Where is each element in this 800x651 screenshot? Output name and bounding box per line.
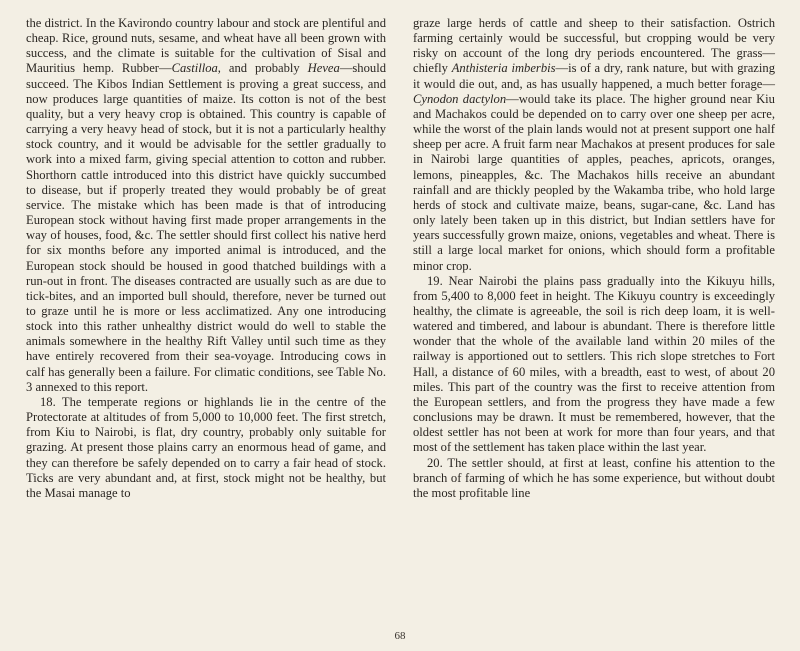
text-run: —is of a dry, rank nature, but with grazing it would die out, and, as has usually happened, a much better forage— [413,61,775,91]
page-number: 68 [394,630,406,642]
text-run: 19. Near Nairobi the plains pass gradually into the Kikuyu hills, from 5,400 to 8,000 feet in height. The Kikuyu country is exceedingly healthy, the climate is agreeable, the soil is rich deep loam, it is well-watered and timbered, and labour is abundant. There is therefore little wonder that the whole of the available land within 20 miles of the railway is apportioned out to settlers. This rich slope stretches to Fort Hall, a distance of 60 miles, with a breadth, east to west, of about 20 miles. This part of the country was the first to receive attention from the European settlers, and from the progress they have made a few conclusions may be drawn. It must be remembered, however, that the oldest settler has not been at work for more than four years, and that most of the settlement has taken place within the last year. [413,273,775,455]
italic-term: Castilloa [171,61,218,76]
text-run: the district. In the Kavirondo country labour and stock are plentiful and cheap. Rice, ground nuts, sesame, and wheat have all been grown with success, and the climate is suitable for the cultivation of Sisal and Mauritius hemp. Rubber— [26,16,386,76]
right-column [413,16,775,501]
paragraph [413,274,775,456]
left-column [26,16,386,501]
italic-term: Hevea [307,61,340,76]
text-run: —would take its place. The higher ground near Kiu and Machakos could be depended on to carry over one sheep per acre, while the worst of the plain lands would not at present support one half sheep per acre. A fruit farm near Machakos at present produces for sale in Nairobi large quantities of apples, peaches, apricots, oranges, lemons, pineapples, &c. The Machakos hills receive an abundant rainfall and are thickly peopled by the Wakamba tribe, who hold large herds of stock and cultivate maize, beans, sugar-cane, &c. Land has only lately been taken up in this district, but Indian settlers have for years successfully grown maize, onions, vegetables and wheat. There is still a large local market for onions, which should form a profitable minor crop. [413,91,775,273]
text-run: 20. The settler should, at first at least, confine his attention to the branch of farming of which he has some experience, but without doubt the most profitable line [413,455,775,500]
paragraph [413,456,775,501]
italic-term: Anthisteria imberbis [451,61,556,76]
text-run: 18. The temperate regions or highlands lie in the centre of the Protectorate at altitudes of from 5,000 to 10,000 feet. The first stretch, from Kiu to Nairobi, is flat, dry country, probably only suitable for grazing. At present those plains carry an enormous head of game, and they can therefore be safely depended on to carry a fair head of stock. Ticks are very abundant and, at first, stock might not be healthy, but the Masai manage to [26,394,386,500]
paragraph [413,16,775,274]
text-run: , and probably [217,61,308,76]
text-run: —should succeed. The Kibos Indian Settlement is proving a great success, and now produces large quantities of maize. Its cotton is not of the best quality, but a very heavy crop is obtained. This country is capable of carrying a very heavy head of stock, but it is not a particularly healthy stock country, and it would be advisable for the settler gradually to work into a mixed farm, giving special attention to cotton and rubber. Shorthorn cattle introduced into this district have quickly succumbed to disease, but if properly treated they would probably be of great service. The mistake which has been made is that of introducing European stock without having first made proper arrangements in the way of houses, food, &c. The settler should first collect his native herd for six months before any imported animal is introduced, and the European stock should be housed in good thatched buildings with a run-out in front. The diseases contracted are usually such as are due to tick-bites, and an imported bull should, therefore, never be turned out to graze until he is more or less acclimatized. Any one introducing stock into this rather unhealthy district would do well to stable the animals somewhere in the healthy Rift Valley until such time as they have entirely recovered from their sea-voyage. Introducing cows in calf has generally been a failure. For climatic conditions, see Table No. 3 annexed to this report. [26,61,386,394]
italic-term: Cynodon dactylon [413,91,507,106]
paragraph [26,16,386,395]
text-run: graze large herds of cattle and sheep to their satisfaction. Ostrich farming certainly would be successful, but cropping would be very risky on account of the long dry periods encountered. The grass—chiefly [413,16,775,76]
paragraph [26,395,386,501]
